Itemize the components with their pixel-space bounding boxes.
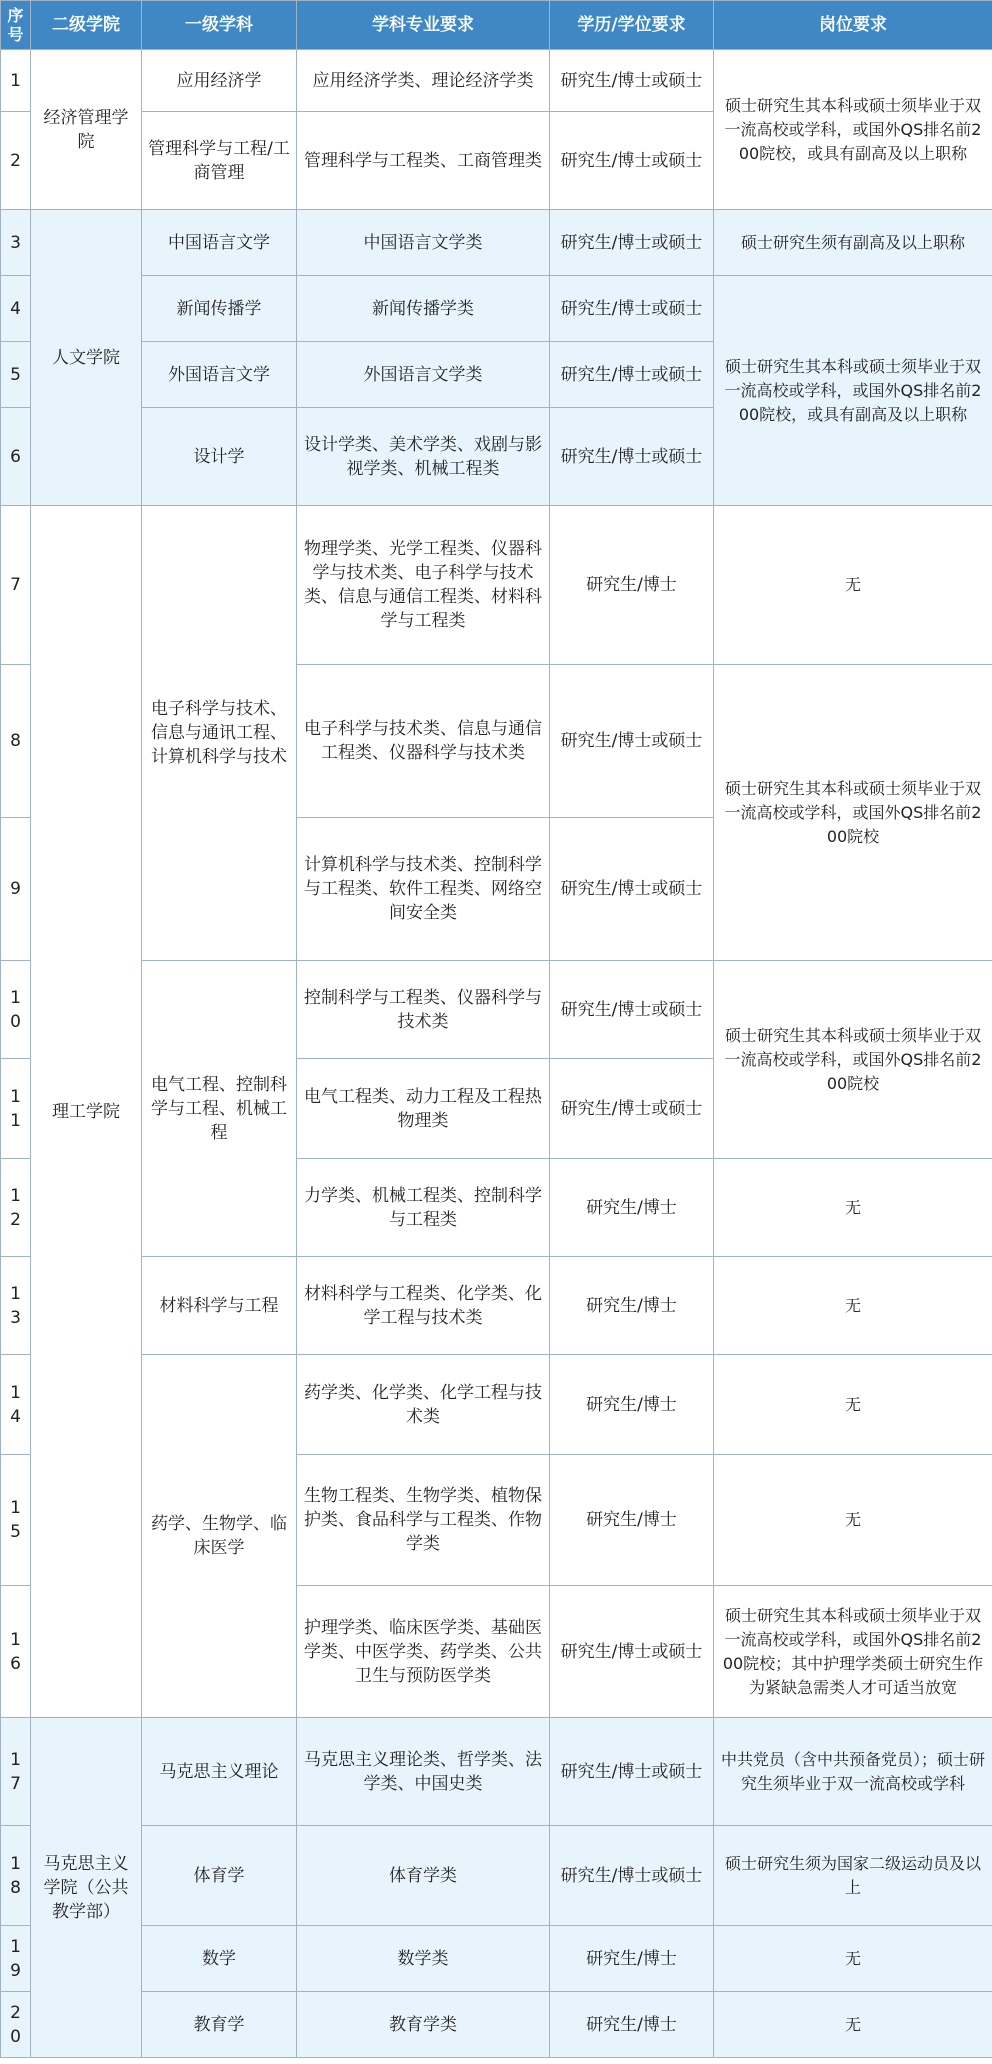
major-cell: 材料科学与工程类、化学类、化学工程与技术类 bbox=[297, 1257, 550, 1355]
requirement-cell: 硕士研究生其本科或硕士须毕业于双一流高校或学科，或国外QS排名前200院校，或具有副高及以上职称 bbox=[714, 276, 992, 506]
requirement-cell: 无 bbox=[714, 1159, 992, 1257]
major-cell: 计算机科学与技术类、控制科学与工程类、软件工程类、网络空间安全类 bbox=[297, 818, 550, 961]
requirement-cell: 硕士研究生其本科或硕士须毕业于双一流高校或学科，或国外QS排名前200院校 bbox=[714, 665, 992, 961]
requirement-cell: 无 bbox=[714, 1926, 992, 1992]
row-index: 10 bbox=[1, 961, 31, 1059]
college-cell: 人文学院 bbox=[31, 210, 142, 506]
row-index: 2 bbox=[1, 112, 31, 210]
requirement-cell: 中共党员（含中共预备党员）；硕士研究生须毕业于双一流高校或学科 bbox=[714, 1718, 992, 1826]
header-requirement: 岗位要求 bbox=[714, 1, 992, 50]
table-row bbox=[1, 506, 992, 665]
requirement-cell: 硕士研究生须有副高及以上职称 bbox=[714, 210, 992, 276]
row-index: 7 bbox=[1, 506, 31, 665]
major-cell: 新闻传播学类 bbox=[297, 276, 550, 342]
major-cell: 数学类 bbox=[297, 1926, 550, 1992]
major-cell: 力学类、机械工程类、控制科学与工程类 bbox=[297, 1159, 550, 1257]
major-cell: 护理学类、临床医学类、基础医学类、中医学类、药学类、公共卫生与预防医学类 bbox=[297, 1586, 550, 1718]
degree-cell: 研究生/博士或硕士 bbox=[550, 408, 714, 506]
requirement-cell: 无 bbox=[714, 1355, 992, 1455]
table-row bbox=[1, 1257, 992, 1355]
major-cell: 马克思主义理论类、哲学类、法学类、中国史类 bbox=[297, 1718, 550, 1826]
header-index: 序号 bbox=[1, 1, 31, 50]
discipline-cell: 药学、生物学、临床医学 bbox=[142, 1355, 297, 1718]
degree-cell: 研究生/博士或硕士 bbox=[550, 210, 714, 276]
row-index: 8 bbox=[1, 665, 31, 818]
discipline-cell: 电子科学与技术、信息与通讯工程、计算机科学与技术 bbox=[142, 506, 297, 961]
row-index: 5 bbox=[1, 342, 31, 408]
row-index: 15 bbox=[1, 1455, 31, 1586]
table-row bbox=[1, 961, 992, 1059]
discipline-cell: 应用经济学 bbox=[142, 50, 297, 112]
discipline-cell: 设计学 bbox=[142, 408, 297, 506]
requirement-cell: 无 bbox=[714, 506, 992, 665]
row-index: 17 bbox=[1, 1718, 31, 1826]
major-cell: 应用经济学类、理论经济学类 bbox=[297, 50, 550, 112]
discipline-cell: 材料科学与工程 bbox=[142, 1257, 297, 1355]
table-row bbox=[1, 50, 992, 112]
degree-cell: 研究生/博士或硕士 bbox=[550, 50, 714, 112]
major-cell: 药学类、化学类、化学工程与技术类 bbox=[297, 1355, 550, 1455]
requirement-cell: 硕士研究生须为国家二级运动员及以上 bbox=[714, 1826, 992, 1926]
row-index: 4 bbox=[1, 276, 31, 342]
row-index: 3 bbox=[1, 210, 31, 276]
degree-cell: 研究生/博士或硕士 bbox=[550, 342, 714, 408]
major-cell: 教育学类 bbox=[297, 1992, 550, 2058]
header-discipline: 一级学科 bbox=[142, 1, 297, 50]
discipline-cell: 管理科学与工程/工商管理 bbox=[142, 112, 297, 210]
table-row bbox=[1, 1355, 992, 1455]
major-cell: 体育学类 bbox=[297, 1826, 550, 1926]
table-row bbox=[1, 210, 992, 276]
major-cell: 中国语言文学类 bbox=[297, 210, 550, 276]
major-cell: 物理学类、光学工程类、仪器科学与技术类、电子科学与技术类、信息与通信工程类、材料科学与工程类 bbox=[297, 506, 550, 665]
row-index: 13 bbox=[1, 1257, 31, 1355]
row-index: 16 bbox=[1, 1586, 31, 1718]
requirement-cell: 无 bbox=[714, 1455, 992, 1586]
major-cell: 生物工程类、生物学类、植物保护类、食品科学与工程类、作物学类 bbox=[297, 1455, 550, 1586]
table-row bbox=[1, 1826, 992, 1926]
degree-cell: 研究生/博士或硕士 bbox=[550, 1718, 714, 1826]
discipline-cell: 外国语言文学 bbox=[142, 342, 297, 408]
table-row bbox=[1, 276, 992, 342]
discipline-cell: 数学 bbox=[142, 1926, 297, 1992]
row-index: 11 bbox=[1, 1059, 31, 1159]
college-cell: 经济管理学院 bbox=[31, 50, 142, 210]
degree-cell: 研究生/博士或硕士 bbox=[550, 1059, 714, 1159]
degree-cell: 研究生/博士或硕士 bbox=[550, 1826, 714, 1926]
degree-cell: 研究生/博士 bbox=[550, 506, 714, 665]
row-index: 19 bbox=[1, 1926, 31, 1992]
degree-cell: 研究生/博士 bbox=[550, 1926, 714, 1992]
college-cell: 理工学院 bbox=[31, 506, 142, 1718]
degree-cell: 研究生/博士或硕士 bbox=[550, 818, 714, 961]
row-index: 9 bbox=[1, 818, 31, 961]
requirement-cell: 硕士研究生其本科或硕士须毕业于双一流高校或学科，或国外QS排名前200院校，或具有副高及以上职称 bbox=[714, 50, 992, 210]
table-row bbox=[1, 1718, 992, 1826]
discipline-cell: 中国语言文学 bbox=[142, 210, 297, 276]
discipline-cell: 电气工程、控制科学与工程、机械工程 bbox=[142, 961, 297, 1257]
table-row bbox=[1, 1926, 992, 1992]
discipline-cell: 马克思主义理论 bbox=[142, 1718, 297, 1826]
header-row bbox=[1, 1, 992, 50]
major-cell: 设计学类、美术学类、戏剧与影视学类、机械工程类 bbox=[297, 408, 550, 506]
row-index: 12 bbox=[1, 1159, 31, 1257]
major-cell: 电气工程类、动力工程及工程热物理类 bbox=[297, 1059, 550, 1159]
degree-cell: 研究生/博士或硕士 bbox=[550, 665, 714, 818]
row-index: 1 bbox=[1, 50, 31, 112]
discipline-cell: 新闻传播学 bbox=[142, 276, 297, 342]
discipline-cell: 体育学 bbox=[142, 1826, 297, 1926]
degree-cell: 研究生/博士 bbox=[550, 1257, 714, 1355]
row-index: 18 bbox=[1, 1826, 31, 1926]
requirement-cell: 无 bbox=[714, 1257, 992, 1355]
degree-cell: 研究生/博士 bbox=[550, 1992, 714, 2058]
requirement-cell: 无 bbox=[714, 1992, 992, 2058]
degree-cell: 研究生/博士或硕士 bbox=[550, 1586, 714, 1718]
degree-cell: 研究生/博士 bbox=[550, 1455, 714, 1586]
degree-cell: 研究生/博士 bbox=[550, 1159, 714, 1257]
header-major: 学科专业要求 bbox=[297, 1, 550, 50]
major-cell: 管理科学与工程类、工商管理类 bbox=[297, 112, 550, 210]
header-degree: 学历/学位要求 bbox=[550, 1, 714, 50]
college-cell: 马克思主义学院（公共教学部） bbox=[31, 1718, 142, 2058]
table-row bbox=[1, 1992, 992, 2058]
requirement-cell: 硕士研究生其本科或硕士须毕业于双一流高校或学科，或国外QS排名前200院校 bbox=[714, 961, 992, 1159]
degree-cell: 研究生/博士或硕士 bbox=[550, 112, 714, 210]
row-index: 6 bbox=[1, 408, 31, 506]
degree-cell: 研究生/博士 bbox=[550, 1355, 714, 1455]
discipline-cell: 教育学 bbox=[142, 1992, 297, 2058]
requirement-cell: 硕士研究生其本科或硕士须毕业于双一流高校或学科，或国外QS排名前200院校；其中护理学类硕士研究生作为紧缺急需类人才可适当放宽 bbox=[714, 1586, 992, 1718]
major-cell: 控制科学与工程类、仪器科学与技术类 bbox=[297, 961, 550, 1059]
major-cell: 电子科学与技术类、信息与通信工程类、仪器科学与技术类 bbox=[297, 665, 550, 818]
degree-cell: 研究生/博士或硕士 bbox=[550, 276, 714, 342]
degree-cell: 研究生/博士或硕士 bbox=[550, 961, 714, 1059]
row-index: 14 bbox=[1, 1355, 31, 1455]
header-college: 二级学院 bbox=[31, 1, 142, 50]
row-index: 20 bbox=[1, 1992, 31, 2058]
major-cell: 外国语言文学类 bbox=[297, 342, 550, 408]
